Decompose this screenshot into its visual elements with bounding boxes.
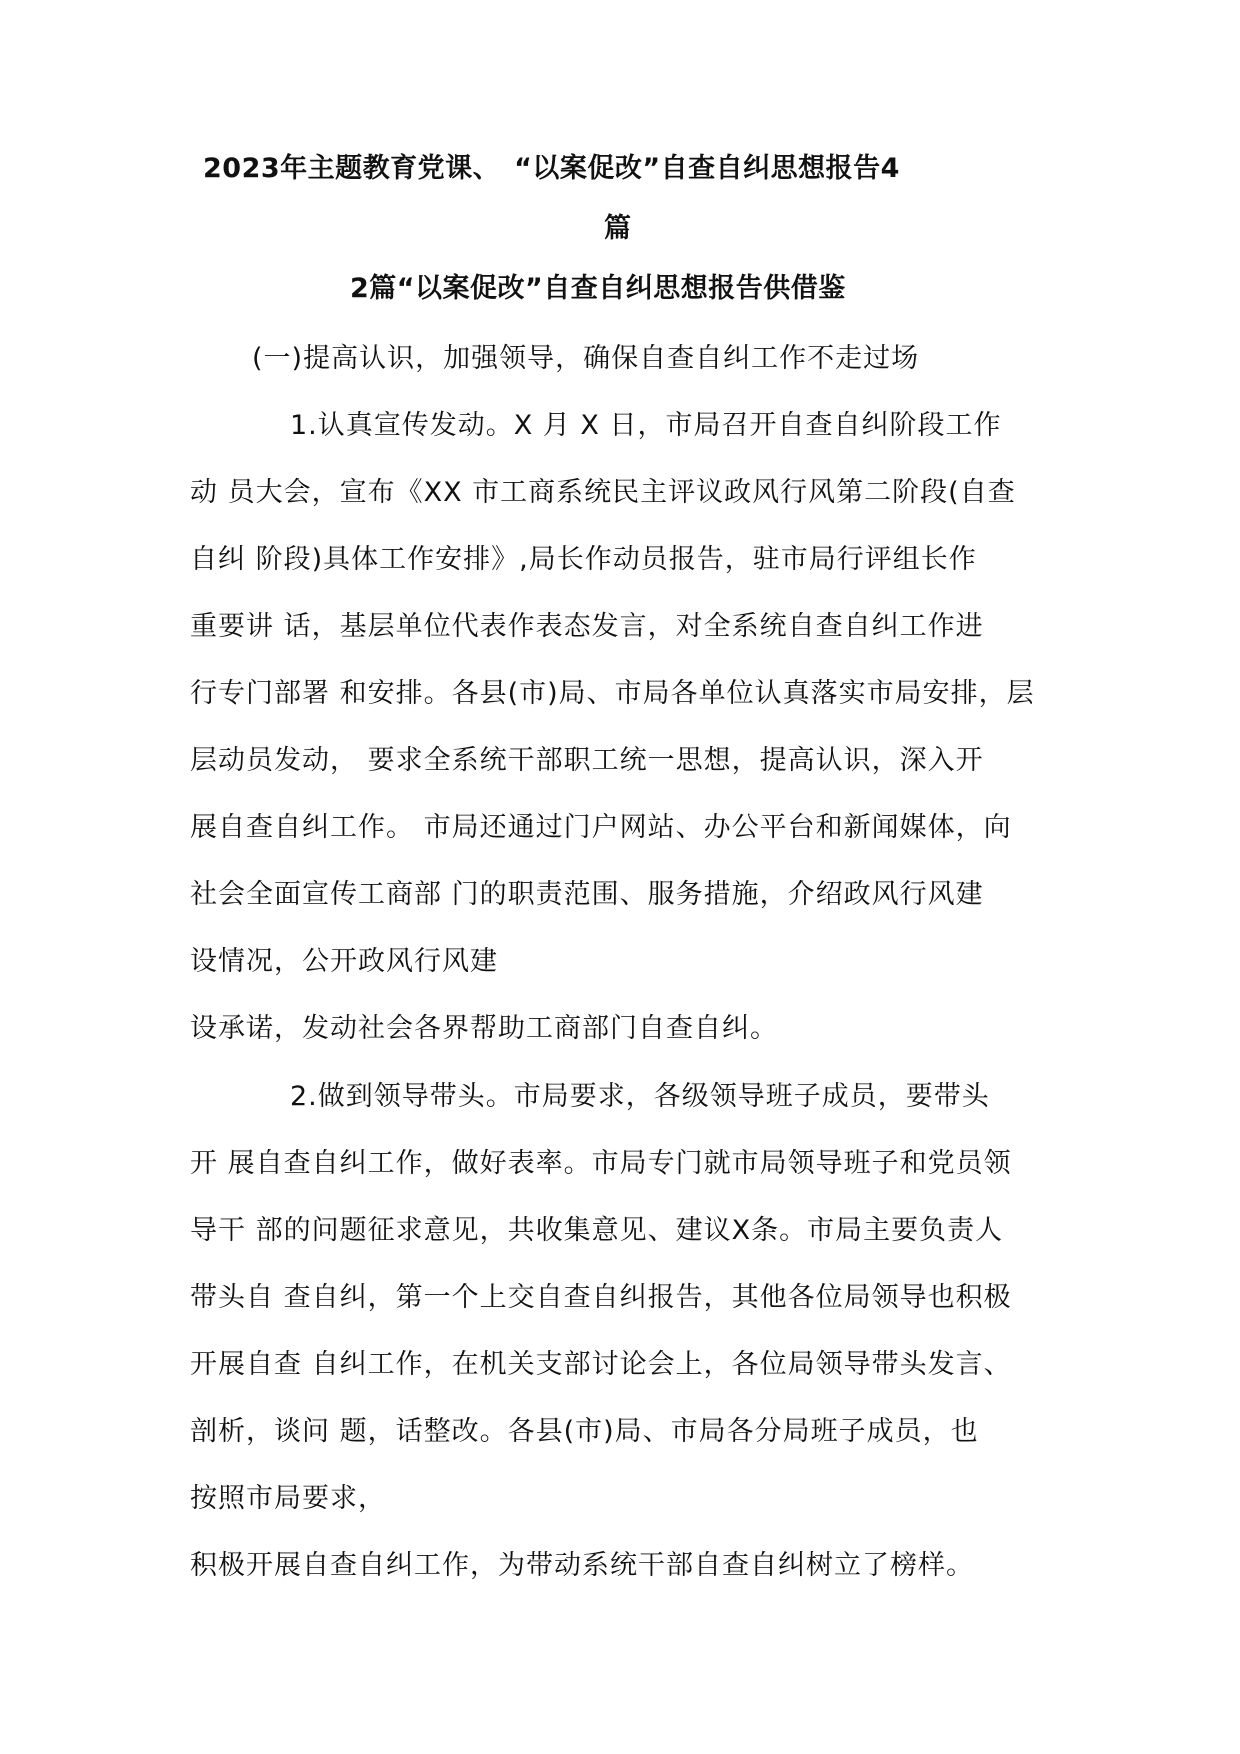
paragraph-line: 开 展自查自纠工作，做好表率。市局专门就市局领导班子和党员领 <box>190 1148 1012 1179</box>
paragraph-line: 按照市局要求， <box>190 1483 386 1514</box>
paragraph-line: 带头自 查自纠，第一个上交自查自纠报告，其他各位局领导也积极 <box>190 1282 1012 1313</box>
paragraph-line: 展自查自纠工作。 市局还通过门户网站、办公平台和新闻媒体，向 <box>190 812 1012 843</box>
paragraph-line: 重要讲 话，基层单位代表作表态发言，对全系统自查自纠工作进 <box>190 611 984 642</box>
paragraph-line: 积极开展自查自纠工作，为带动系统干部自查自纠树立了榜样。 <box>190 1550 974 1581</box>
paragraph-line: 剖析，谈问 题，话整改。各县(市)局、市局各分局班子成员，也 <box>190 1416 979 1447</box>
paragraph-line: 设承诺，发动社会各界帮助工商部门自查自纠。 <box>190 1013 778 1044</box>
document-title-line-2: 篇 <box>604 213 632 244</box>
document-title-line-1: 2023年主题教育党课、 “以案促改”自查自纠思想报告4 <box>203 153 900 184</box>
paragraph-line: 设情况，公开政风行风建 <box>190 946 498 977</box>
paragraph-line: 2.做到领导带头。市局要求，各级领导班子成员，要带头 <box>290 1081 990 1112</box>
paragraph-line: 层动员发动， 要求全系统干部职工统一思想，提高认识，深入开 <box>190 745 984 776</box>
paragraph-line: 行专门部署 和安排。各县(市)局、市局各单位认真落实市局安排，层 <box>190 678 1035 709</box>
document-subtitle: 2篇“以案促改”自查自纠思想报告供借鉴 <box>350 273 846 304</box>
paragraph-line: 动 员大会，宣布《XX 市工商系统民主评议政风行风第二阶段(自查 <box>190 477 1016 508</box>
paragraph-line: 社会全面宣传工商部 门的职责范围、服务措施，介绍政风行风建 <box>190 879 984 910</box>
paragraph-line: 开展自查 自纠工作，在机关支部讨论会上，各位局领导带头发言、 <box>190 1349 1012 1380</box>
paragraph-line: 导干 部的问题征求意见，共收集意见、建议X条。市局主要负责人 <box>190 1215 1004 1246</box>
section-heading: (一)提高认识，加强领导，确保自查自纠工作不走过场 <box>252 343 920 374</box>
paragraph-line: 自纠 阶段)具体工作安排》,局长作动员报告，驻市局行评组长作 <box>190 544 977 575</box>
paragraph-line: 1.认真宣传发动。X 月 X 日，市局召开自查自纠阶段工作 <box>290 410 1002 441</box>
